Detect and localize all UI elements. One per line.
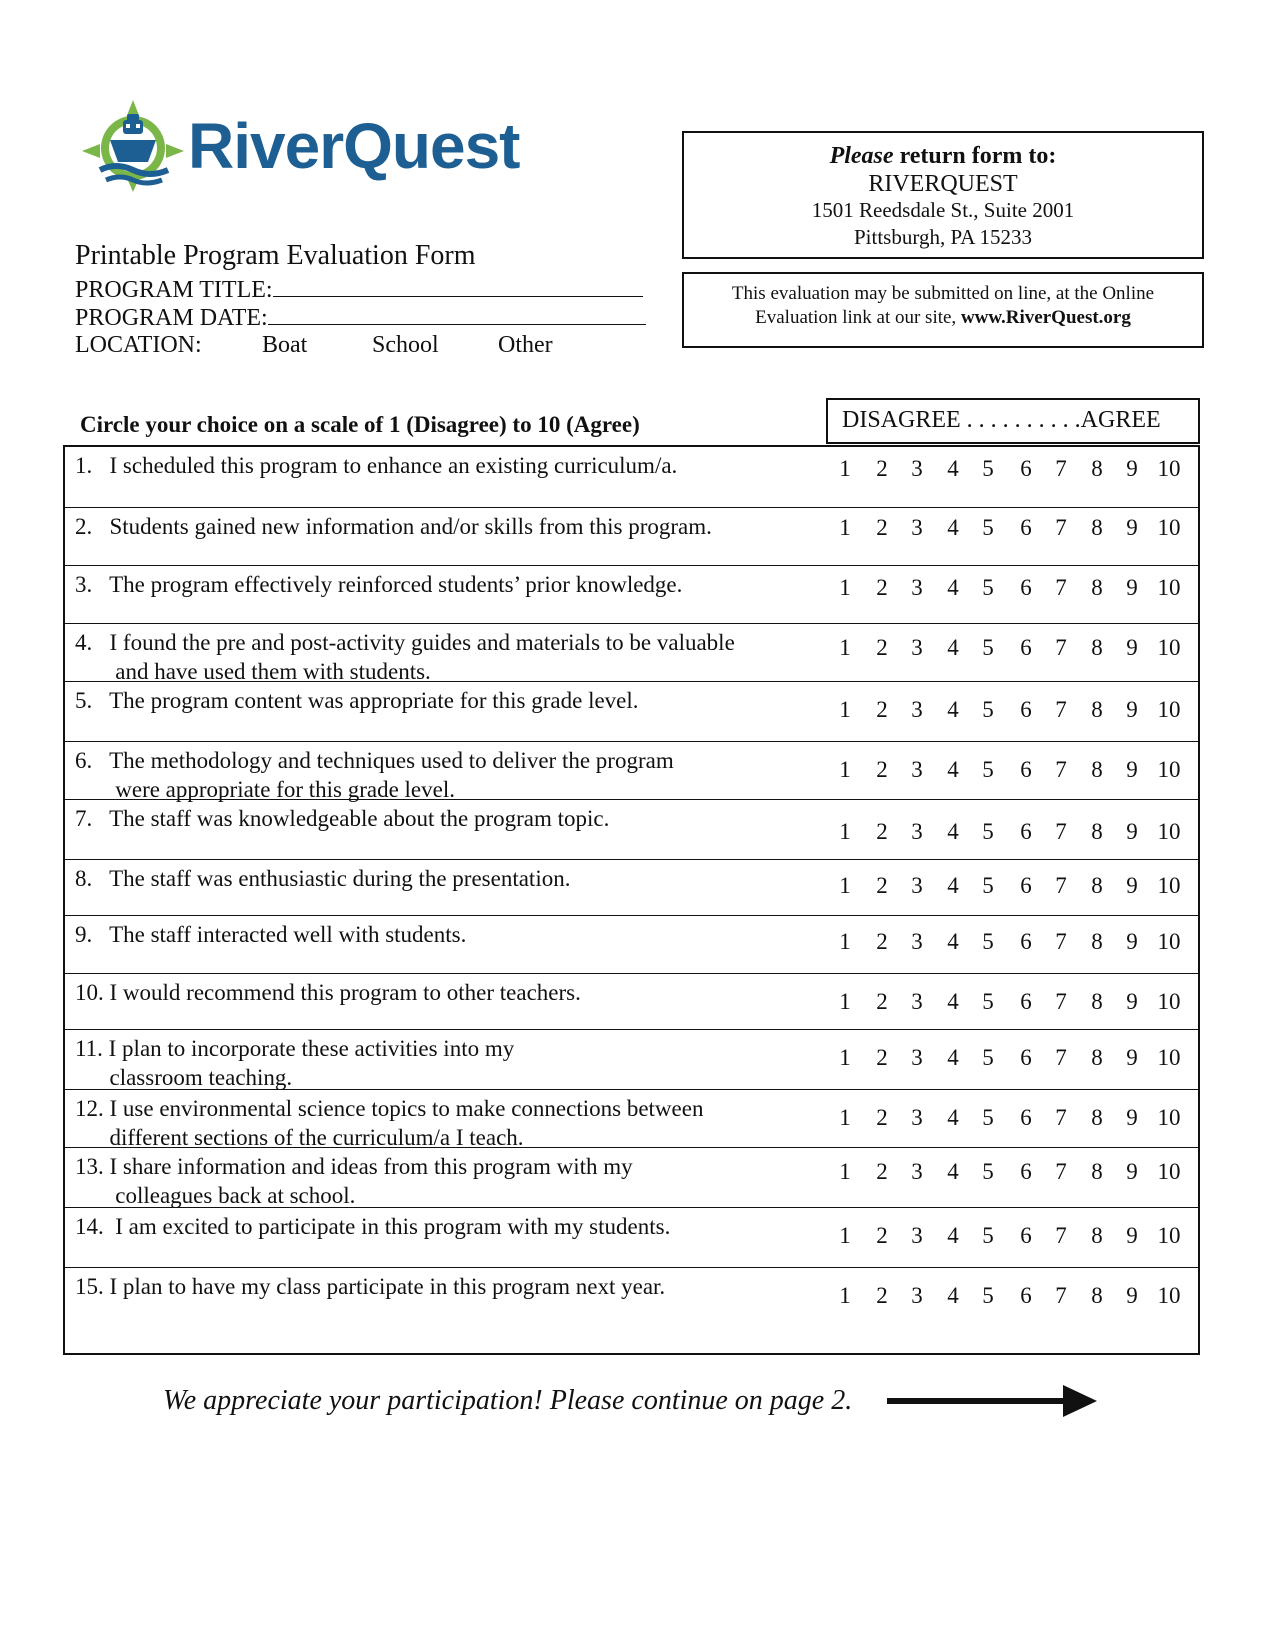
rating-option-1[interactable]: 1 — [839, 819, 851, 844]
rating-option-4[interactable]: 4 — [947, 1045, 959, 1070]
rating-option-7[interactable]: 7 — [1055, 1045, 1067, 1070]
question-text: 12. I use environmental science topics to make connections between different sections of the curriculum/a I teach. — [75, 1096, 704, 1150]
rating-option-8[interactable]: 8 — [1091, 575, 1103, 600]
question-row — [65, 799, 1198, 859]
rating-option-5[interactable]: 5 — [982, 1105, 994, 1130]
rating-option-3[interactable]: 3 — [911, 757, 923, 782]
rating-option-9[interactable]: 9 — [1126, 1223, 1138, 1248]
rating-option-7[interactable]: 7 — [1055, 989, 1067, 1014]
rating-option-6[interactable]: 6 — [1020, 989, 1032, 1014]
online-line-2-prefix: Evaluation link at our site, — [755, 307, 961, 328]
rating-option-3[interactable]: 3 — [911, 1223, 923, 1248]
rating-option-7[interactable]: 7 — [1055, 697, 1067, 722]
question-text: 6. The methodology and techniques used to deliver the program were appropriate for this grade level. — [75, 748, 674, 802]
rating-option-4[interactable]: 4 — [947, 1223, 959, 1248]
rating-option-1[interactable]: 1 — [839, 929, 851, 954]
rating-option-2[interactable]: 2 — [876, 456, 888, 481]
scale-header: DISAGREE . . . . . . . . . .AGREE — [826, 398, 1200, 444]
rating-option-4[interactable]: 4 — [947, 929, 959, 954]
rating-option-8[interactable]: 8 — [1091, 697, 1103, 722]
rating-option-9[interactable]: 9 — [1126, 819, 1138, 844]
rating-option-9[interactable]: 9 — [1126, 757, 1138, 782]
rating-option-4[interactable]: 4 — [947, 697, 959, 722]
location-option-boat[interactable]: Boat — [262, 332, 308, 358]
rating-option-2[interactable]: 2 — [876, 1223, 888, 1248]
rating-option-10[interactable]: 10 — [1157, 757, 1181, 782]
location-label: LOCATION: — [75, 332, 202, 358]
rating-option-3[interactable]: 3 — [911, 1159, 923, 1184]
rating-option-4[interactable]: 4 — [947, 989, 959, 1014]
rating-option-6[interactable]: 6 — [1020, 1105, 1032, 1130]
rating-option-7[interactable]: 7 — [1055, 515, 1067, 540]
online-line-2 — [684, 306, 1202, 330]
return-heading-please: Please — [829, 143, 894, 169]
rating-option-6[interactable]: 6 — [1020, 1283, 1032, 1308]
rating-option-1[interactable]: 1 — [839, 1159, 851, 1184]
question-text: 1. I scheduled this program to enhance an existing curriculum/a. — [75, 453, 678, 478]
rating-option-5[interactable]: 5 — [982, 1283, 994, 1308]
rating-option-2[interactable]: 2 — [876, 575, 888, 600]
rating-option-5[interactable]: 5 — [982, 989, 994, 1014]
rating-option-3[interactable]: 3 — [911, 819, 923, 844]
rating-option-8[interactable]: 8 — [1091, 1283, 1103, 1308]
rating-option-7[interactable]: 7 — [1055, 929, 1067, 954]
question-row — [65, 1089, 1198, 1150]
rating-option-6[interactable]: 6 — [1020, 456, 1032, 481]
rating-option-2[interactable]: 2 — [876, 1045, 888, 1070]
rating-option-4[interactable]: 4 — [947, 873, 959, 898]
rating-option-10[interactable]: 10 — [1157, 635, 1181, 660]
rating-option-3[interactable]: 3 — [911, 635, 923, 660]
rating-option-7[interactable]: 7 — [1055, 1159, 1067, 1184]
rating-option-5[interactable]: 5 — [982, 1045, 994, 1070]
rating-option-1[interactable]: 1 — [839, 456, 851, 481]
question-text: 4. I found the pre and post-activity guides and materials to be valuable and have used them with students. — [75, 630, 735, 684]
rating-option-1[interactable]: 1 — [839, 1105, 851, 1130]
question-text: 15. I plan to have my class participate in this program next year. — [75, 1274, 666, 1299]
footer-note: We appreciate your participation! Please continue on page 2. — [163, 1385, 853, 1416]
rating-option-2[interactable]: 2 — [876, 1283, 888, 1308]
location-row — [75, 331, 575, 361]
rating-option-5[interactable]: 5 — [982, 1223, 994, 1248]
program-date-row — [75, 302, 646, 332]
online-submission-box — [682, 272, 1204, 348]
rating-option-2[interactable]: 2 — [876, 1159, 888, 1184]
rating-option-10[interactable]: 10 — [1157, 1159, 1181, 1184]
rating-option-5[interactable]: 5 — [982, 757, 994, 782]
rating-option-9[interactable]: 9 — [1126, 575, 1138, 600]
return-org: RIVERQUEST — [868, 171, 1018, 197]
rating-option-1[interactable]: 1 — [839, 873, 851, 898]
rating-option-6[interactable]: 6 — [1020, 929, 1032, 954]
rating-option-2[interactable]: 2 — [876, 757, 888, 782]
return-heading — [684, 141, 1202, 171]
program-title-field[interactable] — [273, 274, 643, 297]
rating-option-10[interactable]: 10 — [1157, 456, 1181, 481]
rating-option-2[interactable]: 2 — [876, 819, 888, 844]
question-text: 7. The staff was knowledgeable about the program topic. — [75, 806, 610, 831]
question-row — [65, 1207, 1198, 1267]
rating-option-4[interactable]: 4 — [947, 635, 959, 660]
rating-option-9[interactable]: 9 — [1126, 1045, 1138, 1070]
question-row — [65, 447, 1198, 507]
logo-wordmark: RiverQuest — [188, 110, 520, 182]
rating-option-7[interactable]: 7 — [1055, 873, 1067, 898]
ship-compass-logo-icon — [78, 96, 188, 196]
question-text: 2. Students gained new information and/or skills from this program. — [75, 514, 712, 539]
rating-option-3[interactable]: 3 — [911, 515, 923, 540]
question-text: 14. I am excited to participate in this program with my students. — [75, 1214, 671, 1239]
rating-option-5[interactable]: 5 — [982, 575, 994, 600]
rating-option-8[interactable]: 8 — [1091, 819, 1103, 844]
rating-option-8[interactable]: 8 — [1091, 635, 1103, 660]
return-heading-rest: return form to: — [893, 143, 1057, 169]
rating-option-7[interactable]: 7 — [1055, 1223, 1067, 1248]
rating-option-1[interactable]: 1 — [839, 989, 851, 1014]
rating-option-1[interactable]: 1 — [839, 515, 851, 540]
question-text: 10. I would recommend this program to other teachers. — [75, 980, 581, 1005]
rating-option-5[interactable]: 5 — [982, 456, 994, 481]
rating-option-3[interactable]: 3 — [911, 697, 923, 722]
return-address-box — [682, 131, 1204, 259]
rating-option-10[interactable]: 10 — [1157, 873, 1181, 898]
rating-option-8[interactable]: 8 — [1091, 929, 1103, 954]
rating-option-9[interactable]: 9 — [1126, 929, 1138, 954]
rating-option-9[interactable]: 9 — [1126, 1159, 1138, 1184]
rating-option-4[interactable]: 4 — [947, 757, 959, 782]
question-text: 9. The staff interacted well with students. — [75, 922, 467, 947]
rating-option-8[interactable]: 8 — [1091, 873, 1103, 898]
rating-option-7[interactable]: 7 — [1055, 456, 1067, 481]
rating-option-7[interactable]: 7 — [1055, 635, 1067, 660]
rating-option-3[interactable]: 3 — [911, 929, 923, 954]
rating-option-6[interactable]: 6 — [1020, 1159, 1032, 1184]
rating-option-9[interactable]: 9 — [1126, 697, 1138, 722]
rating-option-7[interactable]: 7 — [1055, 1105, 1067, 1130]
rating-option-2[interactable]: 2 — [876, 873, 888, 898]
rating-option-1[interactable]: 1 — [839, 757, 851, 782]
arrow-right-icon — [887, 1383, 1097, 1419]
rating-option-6[interactable]: 6 — [1020, 515, 1032, 540]
question-row — [65, 681, 1198, 741]
location-option-other[interactable]: Other — [498, 332, 553, 358]
rating-option-8[interactable]: 8 — [1091, 1045, 1103, 1070]
rating-option-6[interactable]: 6 — [1020, 575, 1032, 600]
rating-option-2[interactable]: 2 — [876, 697, 888, 722]
rating-option-6[interactable]: 6 — [1020, 697, 1032, 722]
rating-option-9[interactable]: 9 — [1126, 1105, 1138, 1130]
location-option-school[interactable]: School — [372, 332, 439, 358]
rating-option-1[interactable]: 1 — [839, 697, 851, 722]
rating-option-4[interactable]: 4 — [947, 1159, 959, 1184]
rating-option-7[interactable]: 7 — [1055, 757, 1067, 782]
rating-option-10[interactable]: 10 — [1157, 1283, 1181, 1308]
rating-option-10[interactable]: 10 — [1157, 1223, 1181, 1248]
rating-option-4[interactable]: 4 — [947, 1105, 959, 1130]
rating-option-1[interactable]: 1 — [839, 635, 851, 660]
rating-option-3[interactable]: 3 — [911, 1045, 923, 1070]
rating-option-5[interactable]: 5 — [982, 873, 994, 898]
rating-option-4[interactable]: 4 — [947, 575, 959, 600]
scale-instruction: Circle your choice on a scale of 1 (Disagree) to 10 (Agree) — [80, 412, 640, 437]
rating-option-4[interactable]: 4 — [947, 819, 959, 844]
rating-option-10[interactable]: 10 — [1157, 1045, 1181, 1070]
online-line-1: This evaluation may be submitted on line, at the Online — [731, 283, 1155, 304]
question-row — [65, 623, 1198, 684]
rating-option-2[interactable]: 2 — [876, 1105, 888, 1130]
rating-option-8[interactable]: 8 — [1091, 1105, 1103, 1130]
rating-option-4[interactable]: 4 — [947, 456, 959, 481]
question-row — [65, 973, 1198, 1029]
rating-option-5[interactable]: 5 — [982, 515, 994, 540]
rating-option-2[interactable]: 2 — [876, 515, 888, 540]
question-text: 3. The program effectively reinforced students’ prior knowledge. — [75, 572, 683, 597]
program-date-field[interactable] — [268, 302, 646, 325]
questions-table — [63, 445, 1200, 1355]
rating-option-9[interactable]: 9 — [1126, 1283, 1138, 1308]
question-row — [65, 1267, 1198, 1355]
rating-option-10[interactable]: 10 — [1157, 575, 1181, 600]
rating-option-10[interactable]: 10 — [1157, 697, 1181, 722]
rating-option-6[interactable]: 6 — [1020, 757, 1032, 782]
rating-option-10[interactable]: 10 — [1157, 929, 1181, 954]
return-address-line-1: 1501 Reedsdale St., Suite 2001 — [811, 198, 1075, 222]
rating-option-3[interactable]: 3 — [911, 1283, 923, 1308]
rating-option-8[interactable]: 8 — [1091, 757, 1103, 782]
rating-option-9[interactable]: 9 — [1126, 456, 1138, 481]
rating-option-5[interactable]: 5 — [982, 697, 994, 722]
question-text: 13. I share information and ideas from this program with my colleagues back at school. — [75, 1154, 633, 1208]
question-row — [65, 859, 1198, 915]
rating-option-3[interactable]: 3 — [911, 873, 923, 898]
rating-option-8[interactable]: 8 — [1091, 1159, 1103, 1184]
program-title-label: PROGRAM TITLE: — [75, 277, 273, 303]
rating-option-6[interactable]: 6 — [1020, 1045, 1032, 1070]
rating-option-5[interactable]: 5 — [982, 1159, 994, 1184]
question-row — [65, 915, 1198, 973]
question-text: 11. I plan to incorporate these activities into my classroom teaching. — [75, 1036, 515, 1090]
rating-option-8[interactable]: 8 — [1091, 989, 1103, 1014]
rating-option-1[interactable]: 1 — [839, 1283, 851, 1308]
rating-option-10[interactable]: 10 — [1157, 819, 1181, 844]
rating-option-2[interactable]: 2 — [876, 989, 888, 1014]
question-text: 5. The program content was appropriate for this grade level. — [75, 688, 639, 713]
form-title: Printable Program Evaluation Form — [75, 240, 476, 271]
rating-option-7[interactable]: 7 — [1055, 819, 1067, 844]
rating-option-6[interactable]: 6 — [1020, 819, 1032, 844]
rating-option-6[interactable]: 6 — [1020, 1223, 1032, 1248]
rating-option-9[interactable]: 9 — [1126, 515, 1138, 540]
rating-option-2[interactable]: 2 — [876, 929, 888, 954]
rating-option-8[interactable]: 8 — [1091, 1223, 1103, 1248]
rating-option-6[interactable]: 6 — [1020, 635, 1032, 660]
question-row — [65, 565, 1198, 623]
rating-option-10[interactable]: 10 — [1157, 989, 1181, 1014]
rating-option-1[interactable]: 1 — [839, 575, 851, 600]
question-row — [65, 507, 1198, 565]
rating-option-9[interactable]: 9 — [1126, 635, 1138, 660]
rating-option-10[interactable]: 10 — [1157, 1105, 1181, 1130]
rating-option-5[interactable]: 5 — [982, 929, 994, 954]
return-address-line-2: Pittsburgh, PA 15233 — [854, 225, 1032, 249]
rating-option-4[interactable]: 4 — [947, 1283, 959, 1308]
rating-option-7[interactable]: 7 — [1055, 1283, 1067, 1308]
website-link[interactable]: www.RiverQuest.org — [960, 307, 1131, 328]
rating-option-10[interactable]: 10 — [1157, 515, 1181, 540]
rating-option-6[interactable]: 6 — [1020, 873, 1032, 898]
question-row — [65, 741, 1198, 802]
riverquest-logo — [78, 96, 548, 196]
rating-option-8[interactable]: 8 — [1091, 515, 1103, 540]
rating-option-2[interactable]: 2 — [876, 635, 888, 660]
rating-option-7[interactable]: 7 — [1055, 575, 1067, 600]
question-row — [65, 1147, 1198, 1207]
rating-option-3[interactable]: 3 — [911, 989, 923, 1014]
question-row — [65, 1029, 1198, 1089]
rating-option-1[interactable]: 1 — [839, 1223, 851, 1248]
rating-option-9[interactable]: 9 — [1126, 989, 1138, 1014]
rating-option-4[interactable]: 4 — [947, 515, 959, 540]
rating-option-3[interactable]: 3 — [911, 1105, 923, 1130]
rating-option-5[interactable]: 5 — [982, 635, 994, 660]
rating-option-8[interactable]: 8 — [1091, 456, 1103, 481]
rating-option-3[interactable]: 3 — [911, 575, 923, 600]
question-text: 8. The staff was enthusiastic during the presentation. — [75, 866, 571, 891]
rating-option-9[interactable]: 9 — [1126, 873, 1138, 898]
rating-option-5[interactable]: 5 — [982, 819, 994, 844]
program-date-label: PROGRAM DATE: — [75, 305, 268, 331]
program-title-row — [75, 274, 643, 304]
rating-option-1[interactable]: 1 — [839, 1045, 851, 1070]
rating-option-3[interactable]: 3 — [911, 456, 923, 481]
